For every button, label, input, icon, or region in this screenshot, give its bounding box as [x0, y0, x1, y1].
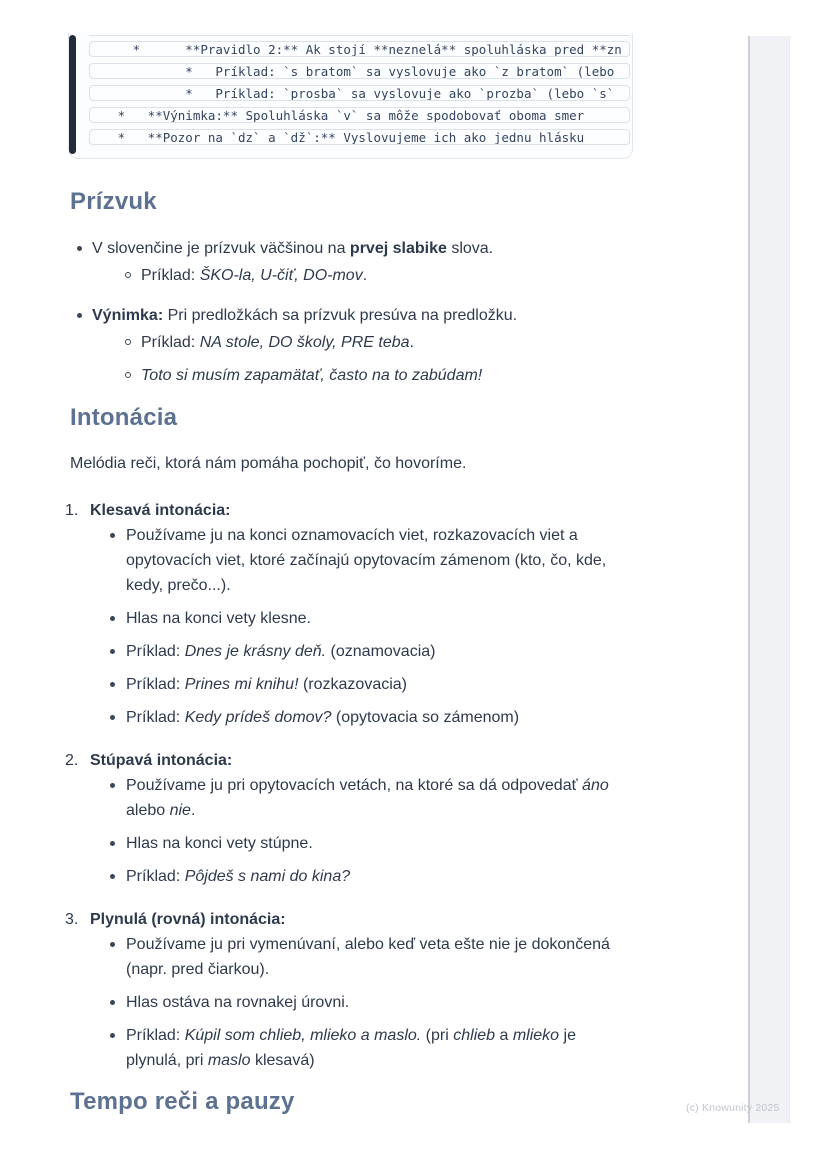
- ordered-item-bullets: [108, 932, 636, 1073]
- text-segment-bold: prvej slabike: [349, 240, 447, 257]
- ordered-item-number: 2.: [65, 752, 79, 769]
- list-item-text: [126, 1023, 631, 1073]
- text-segment-italic: Toto si musím zapamätať, často na to zabúdam!: [141, 367, 483, 384]
- markdown-code-block: [68, 33, 633, 159]
- sub-list-item: [92, 363, 517, 388]
- bullet-icon: [110, 682, 115, 687]
- text-segment: (oznamovacia): [326, 643, 436, 660]
- text-segment: (opytovacia so zámenom): [331, 709, 520, 726]
- code-line: * **Pravidlo 2:** Ak stojí **neznelá** spoluhláska pred **zn: [89, 41, 630, 57]
- list-item-text: Hlas na konci vety klesne.: [126, 610, 311, 627]
- text-segment: Príklad:: [126, 643, 185, 660]
- text-segment: .: [362, 267, 368, 284]
- sub-list: [92, 330, 517, 388]
- ordered-item-number: 1.: [65, 502, 79, 519]
- text-segment: (pri: [421, 1027, 454, 1044]
- ordered-list-item: [65, 748, 636, 889]
- ordered-list-item: [65, 907, 636, 1073]
- list-item: [108, 672, 636, 697]
- text-segment: Príklad:: [126, 868, 185, 885]
- text-segment-italic: áno: [582, 777, 609, 794]
- list-item: [108, 864, 636, 889]
- watermark: (c) Knowunity 2025: [686, 1102, 780, 1114]
- list-item: [108, 639, 636, 664]
- text-segment: Príklad:: [126, 1027, 185, 1044]
- text-segment: a: [495, 1027, 513, 1044]
- heading-intonacia: Intonácia: [70, 404, 178, 431]
- bullet-icon: [110, 1033, 115, 1038]
- text-segment: je plynulá, pri: [126, 1027, 576, 1069]
- bullet-icon: [110, 841, 115, 846]
- list-item-text: Používame ju na konci oznamovacích viet, rozkazovacích viet a opytovacích viet, ktoré začínajú opytovacím zámenom (kto, čo, kde, kedy, prečo...).: [126, 527, 607, 594]
- document-content: [65, 160, 636, 1116]
- list-item: [108, 831, 636, 856]
- ordered-item-title: Stúpavá intonácia:: [90, 752, 233, 769]
- list-item: [108, 773, 636, 823]
- code-line: * Príklad: `prosba` sa vyslovuje ako `prozba` (lebo `s`: [89, 85, 630, 101]
- list-item-text: [126, 864, 350, 889]
- sub-list-item-text: [141, 263, 367, 288]
- text-segment: Pri predložkách sa prízvuk presúva na predložku.: [163, 307, 518, 324]
- bullet-icon: [110, 1000, 115, 1005]
- list-item-text: Používame ju pri vymenúvaní, alebo keď veta ešte nie je dokončená (napr. pred čiarkou).: [126, 936, 610, 978]
- text-segment-bold: Výnimka:: [92, 307, 164, 324]
- sub-list-item: [92, 330, 517, 355]
- text-segment: Príklad:: [126, 709, 185, 726]
- list-item-text: [92, 303, 517, 388]
- text-segment: .: [190, 802, 196, 819]
- bullet-icon: [77, 313, 82, 318]
- ordered-list-item: [65, 498, 636, 730]
- ordered-item-number: 3.: [65, 911, 79, 928]
- text-segment: Príklad:: [141, 267, 200, 284]
- text-segment: slova.: [446, 240, 494, 257]
- code-line: * **Pozor na `dz` a `dž`:** Vyslovujeme ich ako jednu hlásku: [89, 129, 630, 145]
- code-line: * **Výnimka:** Spoluhláska `v` sa môže spodobovať oboma smer: [89, 107, 630, 123]
- adjacent-page-edge: [748, 36, 790, 1123]
- list-item: [70, 303, 636, 388]
- list-item-text: [126, 773, 631, 823]
- text-segment-italic: maslo: [207, 1052, 251, 1069]
- text-segment-italic: Pôjdeš s nami do kina?: [184, 868, 351, 885]
- list-item-text: [126, 705, 519, 730]
- sub-bullet-icon: [125, 372, 131, 378]
- text-segment-italic: mlieko: [512, 1027, 560, 1044]
- list-item-text: [126, 672, 407, 697]
- list-item: [108, 523, 636, 598]
- ordered-item-head: [65, 907, 636, 932]
- bullet-icon: [77, 246, 82, 251]
- list-item-text: [126, 639, 435, 664]
- list-item-text: [92, 236, 493, 288]
- ordered-item-head: [65, 498, 636, 523]
- list-item: [108, 1023, 636, 1073]
- text-segment-italic: Dnes je krásny deň.: [184, 643, 327, 660]
- ordered-item-title: Plynulá (rovná) intonácia:: [90, 911, 286, 928]
- ordered-item-head: [65, 748, 636, 773]
- code-line: * Príklad: `s bratom` sa vyslovuje ako `z bratom` (lebo: [89, 63, 630, 79]
- ordered-item-title: Klesavá intonácia:: [90, 502, 231, 519]
- code-line-partial: [89, 35, 630, 36]
- list-item: [70, 236, 636, 288]
- text-segment: (rozkazovacia): [298, 676, 407, 693]
- bullet-icon: [110, 616, 115, 621]
- bullet-icon: [110, 533, 115, 538]
- list-item: [108, 606, 636, 631]
- text-segment: Príklad:: [126, 676, 185, 693]
- text-segment-italic: Kedy prídeš domov?: [184, 709, 332, 726]
- text-segment-italic: ŠKO-la, U-čiť, DO-mov: [199, 267, 363, 284]
- list-item: [108, 705, 636, 730]
- sub-list-item-text: [141, 330, 414, 355]
- sub-list-item: [92, 263, 493, 288]
- ordered-item-bullets: [108, 773, 636, 889]
- sub-bullet-icon: [125, 272, 131, 278]
- text-segment: .: [409, 334, 414, 351]
- text-segment-italic: NA stole, DO školy, PRE teba: [199, 334, 410, 351]
- ordered-item-bullets: [108, 523, 636, 730]
- intonacia-ordered-list: [65, 498, 636, 1073]
- text-segment: Používame ju pri opytovacích vetách, na ktoré sa dá odpovedať: [126, 777, 583, 794]
- text-segment-italic: Prines mi knihu!: [184, 676, 299, 693]
- text-segment: Príklad:: [141, 334, 200, 351]
- text-segment: alebo: [126, 802, 170, 819]
- text-segment-italic: chlieb: [453, 1027, 496, 1044]
- text-segment: V slovenčine je prízvuk väčšinou na: [92, 240, 350, 257]
- list-item-text: Hlas ostáva na rovnakej úrovni.: [126, 994, 350, 1011]
- text-segment: klesavá): [250, 1052, 315, 1069]
- list-item-text: Hlas na konci vety stúpne.: [126, 835, 313, 852]
- bullet-icon: [110, 783, 115, 788]
- prizvuk-list: [70, 236, 636, 388]
- bullet-icon: [110, 874, 115, 879]
- code-rows: [89, 33, 630, 151]
- sub-bullet-icon: [125, 339, 131, 345]
- list-item: [108, 990, 636, 1015]
- sub-list-item-text: [141, 363, 482, 388]
- sub-list: [92, 263, 493, 288]
- heading-tempo: Tempo reči a pauzy: [70, 1088, 295, 1115]
- text-segment-italic: Kúpil som chlieb, mlieko a maslo.: [184, 1027, 422, 1044]
- bullet-icon: [110, 942, 115, 947]
- text-segment-italic: nie: [169, 802, 191, 819]
- intonacia-intro: Melódia reči, ktorá nám pomáha pochopiť, čo hovoríme.: [70, 455, 467, 472]
- list-item: [108, 932, 636, 982]
- heading-prizvuk: Prízvuk: [70, 188, 157, 215]
- code-block-accent-bar: [69, 35, 76, 154]
- bullet-icon: [110, 649, 115, 654]
- bullet-icon: [110, 715, 115, 720]
